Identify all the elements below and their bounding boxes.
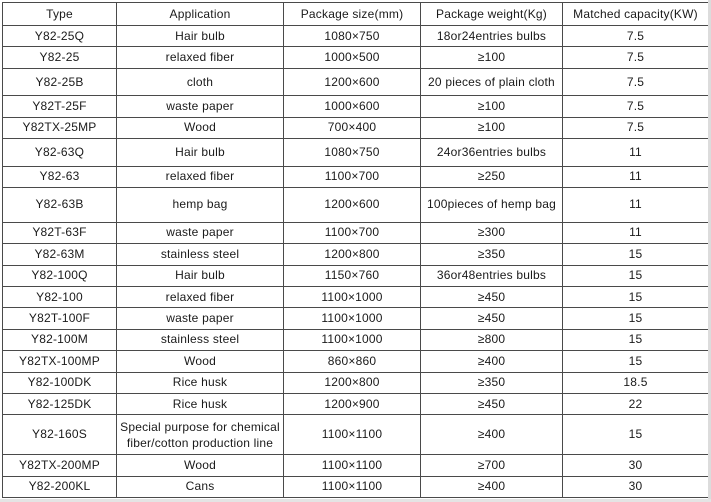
- cell-capacity: 22: [563, 393, 709, 414]
- table-row: [3, 244, 709, 265]
- cell-application: hemp bag: [117, 188, 284, 223]
- cell-package-size: 1100×1000: [284, 308, 421, 329]
- cell-application: Special purpose for chemical fiber/cotton production line: [117, 415, 284, 455]
- cell-application: waste paper: [117, 96, 284, 117]
- cell-type: Y82-100Q: [3, 265, 117, 286]
- cell-package-size: 1200×600: [284, 68, 421, 96]
- cell-application: Hair bulb: [117, 139, 284, 167]
- table-row: [3, 47, 709, 68]
- cell-type: Y82-100DK: [3, 372, 117, 393]
- cell-application: waste paper: [117, 308, 284, 329]
- table-row: [3, 351, 709, 372]
- cell-capacity: 15: [563, 329, 709, 350]
- table-row: [3, 139, 709, 167]
- table-row: [3, 286, 709, 307]
- cell-application: Rice husk: [117, 393, 284, 414]
- cell-application: Hair bulb: [117, 265, 284, 286]
- cell-capacity: 15: [563, 244, 709, 265]
- cell-capacity: 15: [563, 415, 709, 455]
- table-row: [3, 329, 709, 350]
- cell-package-size: 1000×500: [284, 47, 421, 68]
- cell-package-weight: 100pieces of hemp bag: [421, 188, 563, 223]
- cell-type: Y82-160S: [3, 415, 117, 455]
- cell-package-weight: ≥400: [421, 476, 563, 497]
- cell-type: Y82-63B: [3, 188, 117, 223]
- cell-package-weight: ≥100: [421, 117, 563, 138]
- cell-package-weight: 36or48entries bulbs: [421, 265, 563, 286]
- cell-type: Y82TX-200MP: [3, 455, 117, 476]
- cell-package-size: 1080×750: [284, 139, 421, 167]
- cell-application: Hair bulb: [117, 26, 284, 47]
- cell-capacity: 15: [563, 308, 709, 329]
- cell-package-size: 1150×760: [284, 265, 421, 286]
- column-header-package-weight: Package weight(Kg): [421, 3, 563, 26]
- cell-package-weight: 24or36entries bulbs: [421, 139, 563, 167]
- column-header-package-size: Package size(mm): [284, 3, 421, 26]
- cell-package-weight: ≥400: [421, 351, 563, 372]
- cell-package-size: 1080×750: [284, 26, 421, 47]
- cell-type: Y82T-63F: [3, 222, 117, 243]
- table-row: [3, 308, 709, 329]
- table-row: [3, 265, 709, 286]
- cell-package-weight: ≥100: [421, 96, 563, 117]
- table-row: [3, 117, 709, 138]
- cell-application: Rice husk: [117, 372, 284, 393]
- cell-capacity: 7.5: [563, 68, 709, 96]
- cell-package-size: 1100×1100: [284, 455, 421, 476]
- cell-type: Y82-200KL: [3, 476, 117, 497]
- cell-package-weight: ≥800: [421, 329, 563, 350]
- cell-package-weight: 20 pieces of plain cloth: [421, 68, 563, 96]
- cell-type: Y82-63: [3, 166, 117, 187]
- cell-type: Y82-100: [3, 286, 117, 307]
- table-row: [3, 222, 709, 243]
- cell-application: waste paper: [117, 222, 284, 243]
- cell-application: Wood: [117, 455, 284, 476]
- cell-application: Wood: [117, 351, 284, 372]
- cell-package-weight: ≥300: [421, 222, 563, 243]
- cell-package-weight: ≥100: [421, 47, 563, 68]
- table-row: [3, 26, 709, 47]
- table-row: [3, 372, 709, 393]
- table-row: [3, 166, 709, 187]
- cell-type: Y82-100M: [3, 329, 117, 350]
- cell-package-size: 860×860: [284, 351, 421, 372]
- cell-package-weight: ≥350: [421, 372, 563, 393]
- cell-application: Wood: [117, 117, 284, 138]
- cell-type: Y82-25: [3, 47, 117, 68]
- cell-capacity: 11: [563, 139, 709, 167]
- cell-package-size: 700×400: [284, 117, 421, 138]
- cell-type: Y82TX-100MP: [3, 351, 117, 372]
- table-body: [3, 26, 709, 498]
- cell-application: relaxed fiber: [117, 286, 284, 307]
- table-row: [3, 393, 709, 414]
- table-row: [3, 415, 709, 455]
- cell-application: stainless steel: [117, 244, 284, 265]
- cell-application: stainless steel: [117, 329, 284, 350]
- table-row: [3, 455, 709, 476]
- cell-package-size: 1200×600: [284, 188, 421, 223]
- table-row: [3, 96, 709, 117]
- spec-table-container: [2, 2, 708, 498]
- cell-package-weight: ≥250: [421, 166, 563, 187]
- cell-package-weight: ≥450: [421, 286, 563, 307]
- cell-type: Y82TX-25MP: [3, 117, 117, 138]
- cell-type: Y82-63M: [3, 244, 117, 265]
- cell-type: Y82T-25F: [3, 96, 117, 117]
- cell-capacity: 15: [563, 286, 709, 307]
- table-row: [3, 68, 709, 96]
- cell-package-weight: ≥400: [421, 415, 563, 455]
- cell-package-size: 1200×800: [284, 372, 421, 393]
- column-header-application: Application: [117, 3, 284, 26]
- cell-capacity: 7.5: [563, 26, 709, 47]
- column-header-type: Type: [3, 3, 117, 26]
- specification-table: [2, 2, 709, 498]
- cell-package-size: 1100×1000: [284, 329, 421, 350]
- cell-capacity: 11: [563, 188, 709, 223]
- cell-package-weight: ≥700: [421, 455, 563, 476]
- cell-type: Y82-25B: [3, 68, 117, 96]
- cell-capacity: 11: [563, 166, 709, 187]
- cell-package-size: 1100×1100: [284, 476, 421, 497]
- cell-capacity: 15: [563, 351, 709, 372]
- cell-package-size: 1000×600: [284, 96, 421, 117]
- cell-application: relaxed fiber: [117, 47, 284, 68]
- cell-type: Y82T-100F: [3, 308, 117, 329]
- column-header-capacity: Matched capacity(KW): [563, 3, 709, 26]
- cell-application: cloth: [117, 68, 284, 96]
- table-row: [3, 476, 709, 497]
- cell-package-weight: ≥450: [421, 393, 563, 414]
- cell-capacity: 11: [563, 222, 709, 243]
- cell-capacity: 7.5: [563, 47, 709, 68]
- cell-package-size: 1100×700: [284, 166, 421, 187]
- cell-type: Y82-63Q: [3, 139, 117, 167]
- cell-type: Y82-125DK: [3, 393, 117, 414]
- cell-capacity: 7.5: [563, 96, 709, 117]
- cell-application: Cans: [117, 476, 284, 497]
- table-row: [3, 188, 709, 223]
- cell-package-weight: ≥450: [421, 308, 563, 329]
- cell-type: Y82-25Q: [3, 26, 117, 47]
- cell-capacity: 7.5: [563, 117, 709, 138]
- cell-package-size: 1100×700: [284, 222, 421, 243]
- cell-package-weight: ≥350: [421, 244, 563, 265]
- cell-capacity: 30: [563, 455, 709, 476]
- cell-application: relaxed fiber: [117, 166, 284, 187]
- cell-package-size: 1200×900: [284, 393, 421, 414]
- table-header-row: [3, 3, 709, 26]
- cell-package-size: 1200×800: [284, 244, 421, 265]
- cell-package-size: 1100×1100: [284, 415, 421, 455]
- cell-capacity: 18.5: [563, 372, 709, 393]
- cell-capacity: 15: [563, 265, 709, 286]
- cell-package-size: 1100×1000: [284, 286, 421, 307]
- cell-package-weight: 18or24entries bulbs: [421, 26, 563, 47]
- cell-capacity: 30: [563, 476, 709, 497]
